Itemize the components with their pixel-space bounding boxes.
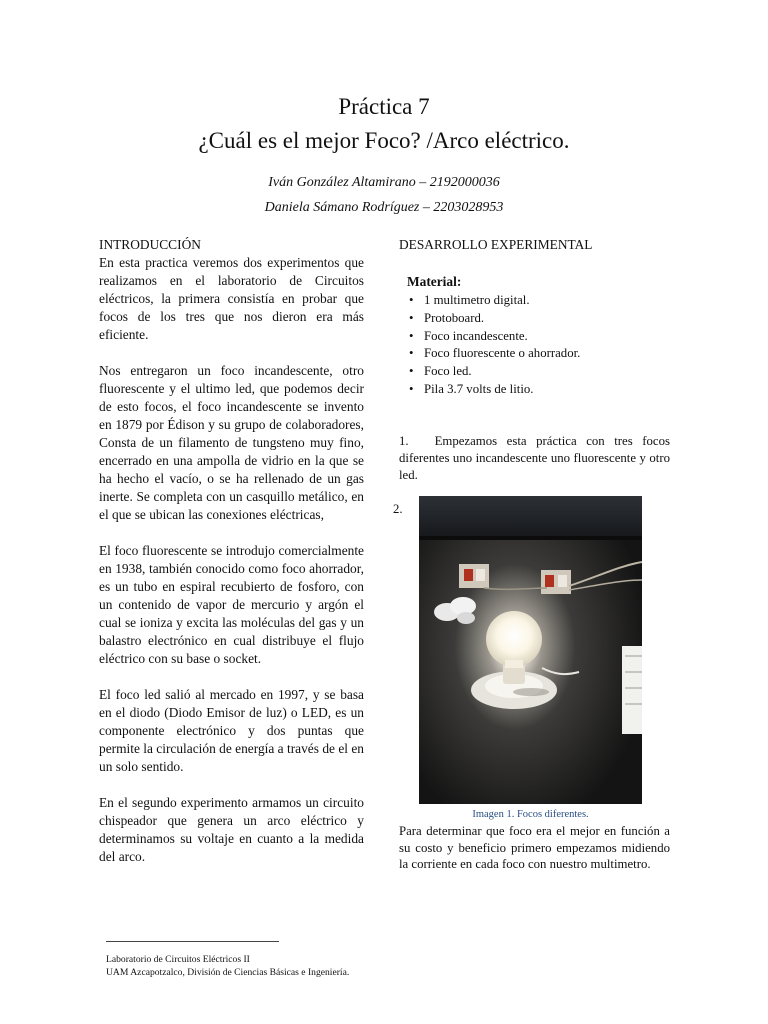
material-label: Material: <box>407 274 462 289</box>
material-item: • Pila 3.7 volts de litio. <box>409 381 580 399</box>
page-subtitle: ¿Cuál es el mejor Foco? /Arco eléctrico. <box>198 128 570 153</box>
footnote <box>106 953 349 979</box>
author-1: Iván González Altamirano – 2192000036 <box>268 175 500 190</box>
experimental-heading: DESARROLLO EXPERIMENTAL <box>399 237 593 252</box>
image-caption: Imagen 1. Focos diferentes. <box>472 809 589 820</box>
measurement-paragraph: Para determinar que foco era el mejor en función a su costo y beneficio primero empezamos midiendo la corriente en cada foco con nuestro multimetro. <box>399 824 670 871</box>
intro-paragraph-4: El foco led salió al mercado en 1997, y se basa en el diodo (Diodo Emisor de luz) o LED, es un componente electrónico y dos puntas que permite la circulación de energía a través de el en un solo sentido. <box>99 687 364 774</box>
footnote-divider <box>106 941 279 942</box>
step-1-number: 1. <box>399 434 409 448</box>
bulbs-photo <box>419 496 642 804</box>
page-title: Práctica 7 <box>338 94 430 119</box>
introduction-section <box>99 236 364 866</box>
material-item: • Protoboard. <box>409 310 580 328</box>
material-item: • 1 multimetro digital. <box>409 292 580 310</box>
step-1 <box>399 433 670 484</box>
intro-paragraph-3: El foco fluorescente se introdujo comercialmente en 1938, también conocido como foco ahorrador, es un tubo en espiral recubierto de fosforo, con un contenido de vapor de mercurio y argón el cual se ioniza y excita las moléculas del gas y un balastro electrónico en cual distribuye el flujo eléctrico con su base o socket. <box>99 543 364 666</box>
introduction-heading: INTRODUCCIÓN <box>99 237 201 252</box>
intro-paragraph-5: En el segundo experimento armamos un circuito chispeador que genera un arco eléctrico y determinamos su voltaje en cuanto a la medida del arco. <box>99 795 364 864</box>
step-2-number: 2. <box>393 502 403 516</box>
material-list <box>409 292 580 399</box>
material-item: • Foco fluorescente o ahorrador. <box>409 345 580 363</box>
material-item: • Foco incandescente. <box>409 328 580 346</box>
footnote-line-2: UAM Azcapotzalco, División de Ciencias Básicas e Ingeniería. <box>106 967 350 978</box>
material-item: • Foco led. <box>409 363 580 381</box>
author-2: Daniela Sámano Rodríguez – 2203028953 <box>264 200 504 215</box>
intro-paragraph-2: Nos entregaron un foco incandescente, otro fluorescente y el ultimo led, que podemos decir de esto focos, el foco incandescente se invento en 1879 por Édison y su grupo de colaboradores, Consta de un filamento de tungsteno muy fino, encerrado en una ampolla de vidrio en la que se ha hecho el vacío, o se ha rellenado de un gas inerte. Se completa con un casquillo metálico, en el que se ubican las conexiones eléctricas, <box>99 363 364 522</box>
step-1-text: Empezamos esta práctica con tres focos diferentes uno incandescente uno fluorescente y otro led. <box>399 434 670 482</box>
intro-paragraph-1: En esta practica veremos dos experimentos que realizamos en el laboratorio de Circuitos eléctricos, la primera consistía en probar que focos de los tres que nos dieron era más eficiente. <box>99 255 364 342</box>
footnote-line-1: Laboratorio de Circuitos Eléctricos II <box>106 954 250 965</box>
bulbs-photo-illustration <box>419 496 642 804</box>
